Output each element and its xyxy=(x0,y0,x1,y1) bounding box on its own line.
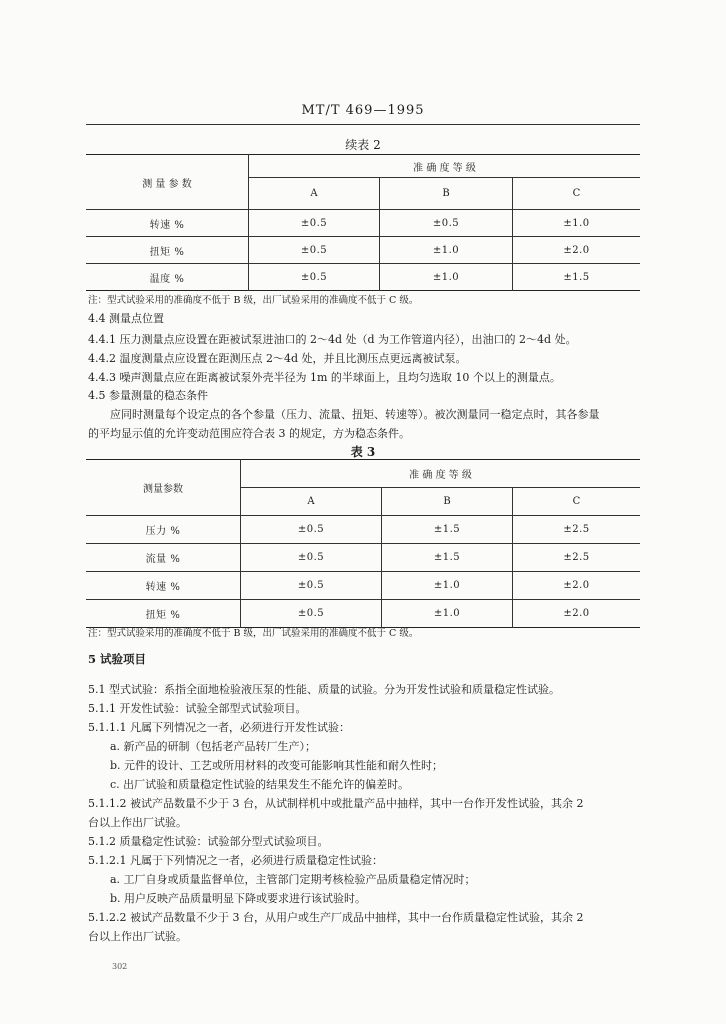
page-number: 302 xyxy=(112,962,128,971)
section-5-line: a. 工厂自身或质量监督单位，主管部门定期考核检验产品质量稳定情况时； xyxy=(110,873,476,886)
table2-grade-a: A xyxy=(249,178,380,210)
section-5-line: 台以上作出厂试验。 xyxy=(88,930,187,943)
table-row xyxy=(86,572,640,600)
cell-value: ±1.5 xyxy=(382,544,513,572)
table3-grade-c: C xyxy=(513,488,641,516)
row-label: 转速 % xyxy=(86,572,241,600)
table2-grade-header: 准 确 度 等 级 xyxy=(249,155,641,178)
cell-value: ±0.5 xyxy=(380,210,513,237)
section-5-line: 5.1.1 开发性试验：试验全部型式试验项目。 xyxy=(88,702,307,715)
table3 xyxy=(86,459,640,628)
row-label: 扭矩 % xyxy=(145,610,181,621)
table-row xyxy=(86,264,640,291)
section-5-line: b. 元件的设计、工艺或所用材料的改变可能影响其性能和耐久性时； xyxy=(110,759,444,772)
cell-value: ±0.5 xyxy=(249,264,380,291)
row-label: 温度 % xyxy=(149,273,185,285)
cell-value: ±1.0 xyxy=(382,572,513,600)
cell-value: ±1.0 xyxy=(513,210,641,237)
cell-value: ±0.5 xyxy=(241,544,382,572)
table3-grade-b: B xyxy=(382,488,513,516)
section-5-line: 5.1.2.1 凡属于下列情况之一者，必须进行质量稳定性试验： xyxy=(88,854,383,867)
cell-value: ±1.0 xyxy=(382,600,513,628)
cell-value: ±2.5 xyxy=(513,544,641,572)
section-5-line: 5.1.2.2 被试产品数量不少于 3 台，从用户或生产厂成品中抽样，其中一台作质量稳定性试验，其余 2 xyxy=(88,911,584,924)
table-row xyxy=(86,237,640,264)
table-row xyxy=(86,516,640,544)
table3-grade-a: A xyxy=(241,488,382,516)
row-label: 流量 % xyxy=(86,544,241,572)
table3-param-header: 测量参数 xyxy=(86,460,241,516)
section-4-4-title: 4.4 测量点位置 xyxy=(88,312,164,325)
table3-grade-header: 准 确 度 等 级 xyxy=(241,460,641,488)
section-5-line: a. 新产品的研制（包括老产品转厂生产）； xyxy=(110,740,317,753)
section-5-line: 5.1 型式试验：系指全面地检验液压泵的性能、质量的试验。分为开发性试验和质量稳定性试验。 xyxy=(88,683,560,696)
cell-value: ±2.0 xyxy=(513,572,641,600)
table2-note: 注：型式试验采用的准确度不低于 B 级，出厂试验采用的准确度不低于 C 级。 xyxy=(88,295,419,306)
section-5-line: b. 用户反映产品质量明显下降或要求进行该试验时。 xyxy=(110,892,367,905)
cell-value: ±0.5 xyxy=(249,237,380,264)
section-5-line: 5.1.1.2 被试产品数量不少于 3 台，从试制样机中或批量产品中抽样，其中一台作开发性试验，其余 2 xyxy=(88,797,584,810)
cell-value: ±1.5 xyxy=(382,516,513,544)
cell-value: ±1.0 xyxy=(380,264,513,291)
table2 xyxy=(86,154,640,291)
cell-value: ±2.0 xyxy=(513,600,641,628)
cell-value: ±0.5 xyxy=(241,600,382,628)
section-5-title: 5 试验项目 xyxy=(88,652,147,666)
table2-caption: 续表 2 xyxy=(345,138,381,152)
section-5-line: 台以上作出厂试验。 xyxy=(88,816,187,829)
table-row xyxy=(86,544,640,572)
section-4-4-1: 4.4.1 压力测量点应设置在距被试泵进油口的 2～4d 处（d 为工作管道内径），出油口的 2～4d 处。 xyxy=(88,333,577,346)
cell-value: ±2.5 xyxy=(513,516,641,544)
table2-param-header: 测 量 参 数 xyxy=(86,155,249,210)
standard-header: MT/T 469—1995 xyxy=(301,103,425,118)
section-4-5-para-line1: 应同时测量每个设定点的各个参量（压力、流量、扭矩、转速等）。被次测量同一稳定点时，其各参量 xyxy=(110,408,600,421)
section-4-5-para-line2: 的平均显示值的允许变动范围应符合表 3 的规定，方为稳态条件。 xyxy=(88,427,410,440)
table3-caption: 表 3 xyxy=(350,445,376,459)
table2-grade-c: C xyxy=(513,178,641,210)
row-label: 转速 % xyxy=(86,210,249,237)
section-4-5-title: 4.5 参量测量的稳态条件 xyxy=(88,389,208,402)
section-4-4-2: 4.4.2 温度测量点应设置在距测压点 2～4d 处，并且比测压点更远离被试泵。 xyxy=(88,352,467,365)
cell-value: ±2.0 xyxy=(513,237,641,264)
cell-value: ±1.5 xyxy=(513,264,641,291)
row-label: 扭矩 % xyxy=(86,237,249,264)
section-5-line: c. 出厂试验和质量稳定性试验的结果发生不能允许的偏差时。 xyxy=(110,778,410,791)
cell-value: ±0.5 xyxy=(241,516,382,544)
table2-grade-b: B xyxy=(380,178,513,210)
table-row xyxy=(86,600,640,628)
table-row xyxy=(86,210,640,237)
header-rule xyxy=(86,124,640,125)
cell-value: ±0.5 xyxy=(249,210,380,237)
section-5-line: 5.1.1.1 凡属下列情况之一者，必须进行开发性试验： xyxy=(88,721,350,734)
cell-value: ±0.5 xyxy=(241,572,382,600)
row-label: 压力 % xyxy=(86,516,241,544)
section-5-line: 5.1.2 质量稳定性试验：试验部分型式试验项目。 xyxy=(88,835,329,848)
cell-value: ±1.0 xyxy=(380,237,513,264)
table3-note: 注：型式试验采用的准确度不低于 B 级，出厂试验采用的准确度不低于 C 级。 xyxy=(88,628,419,639)
section-4-4-3: 4.4.3 噪声测量点应在距离被试泵外壳半径为 1m 的半球面上，且均匀选取 10 个以上的测量点。 xyxy=(88,371,561,384)
